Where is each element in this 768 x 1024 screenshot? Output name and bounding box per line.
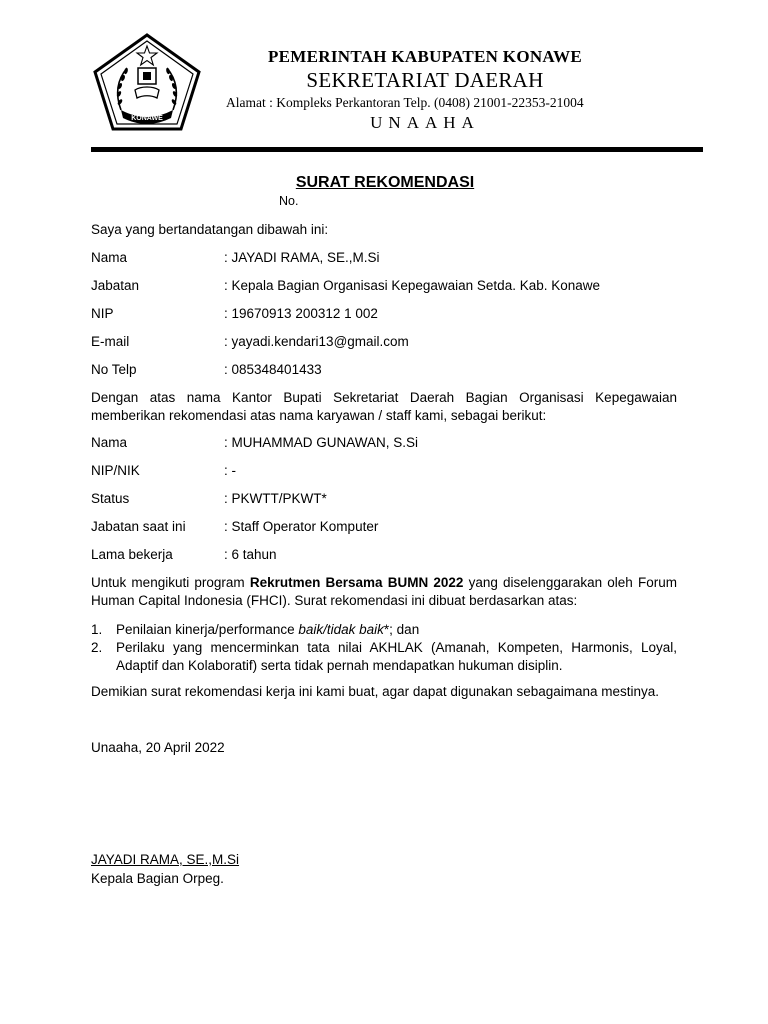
signature-title: Kepala Bagian Orpeg. <box>91 871 224 886</box>
closing-text: Demikian surat rekomendasi kerja ini kami buat, agar dapat digunakan sebagaimana mestinya. <box>91 684 660 699</box>
list-item-text-after: *; dan <box>383 622 420 637</box>
criteria-list <box>91 621 677 675</box>
letterhead-address: Alamat : Kompleks Perkantoran Telp. (0408) 21001-22353-21004 <box>226 95 584 110</box>
employee-nip-value: : - <box>224 463 236 478</box>
list-item <box>91 639 677 675</box>
signer-position-value: : Kepala Bagian Organisasi Kepegawaian Setda. Kab. Konawe <box>224 278 601 293</box>
signer-nip-value: : 19670913 200312 1 002 <box>224 306 378 321</box>
list-item <box>91 621 677 639</box>
letterhead-divider <box>91 147 703 152</box>
signer-name-value: : JAYADI RAMA, SE.,M.Si <box>224 250 380 265</box>
place-date: Unaaha, 20 April 2022 <box>91 740 225 755</box>
employee-status-value: : PKWTT/PKWT* <box>224 491 327 506</box>
signer-email-value: : yayadi.kendari13@gmail.com <box>224 334 409 349</box>
program-paragraph <box>91 574 677 610</box>
employee-position-label: Jabatan saat ini <box>91 519 186 534</box>
list-item-text <box>116 621 677 639</box>
signer-phone-value: : 085348401433 <box>224 362 322 377</box>
employee-position-value: : Staff Operator Komputer <box>224 519 379 534</box>
letterhead-government: PEMERINTAH KABUPATEN KONAWE <box>267 47 583 66</box>
letter-number: No. <box>279 194 299 208</box>
signer-position-label: Jabatan <box>91 278 140 293</box>
list-item-text: Perilaku yang mencerminkan tata nilai AKHLAK (Amanah, Kompeten, Harmonis, Loyal, Adaptif dan Kolaboratif) serta tidak pernah mendapatkan hukuman disiplin. <box>116 640 677 673</box>
employee-status-label: Status <box>91 491 130 506</box>
signer-email-label: E-mail <box>91 334 130 349</box>
signer-nip-label: NIP <box>91 306 114 321</box>
logo-ribbon-text: KONAWE <box>131 115 163 122</box>
signer-phone-label: No Telp <box>91 362 137 377</box>
letterhead-secretariat: SEKRETARIAT DAERAH <box>306 68 544 92</box>
list-item-number: 2. <box>91 640 103 655</box>
employee-tenure-value: : 6 tahun <box>224 547 277 562</box>
konawe-coat-of-arms-logo <box>91 32 203 132</box>
letter-title: SURAT REKOMENDASI <box>295 174 475 191</box>
employee-tenure-label: Lama bekerja <box>91 547 173 562</box>
recommendation-paragraph: Dengan atas nama Kantor Bupati Sekretariat Daerah Bagian Organisasi Kepegawaian memberikan rekomendasi atas nama karyawan / staff kami, sebagai berikut: <box>91 390 677 423</box>
employee-name-label: Nama <box>91 435 128 450</box>
program-text-before: Untuk mengikuti program <box>91 575 250 590</box>
list-item-text-before: Penilaian kinerja/performance <box>116 622 299 637</box>
signature-name: JAYADI RAMA, SE.,M.Si <box>91 852 240 867</box>
intro-text: Saya yang bertandatangan dibawah ini: <box>91 222 329 237</box>
signer-name-label: Nama <box>91 250 128 265</box>
program-text-after: yang diselenggarakan oleh Forum Human Capital Indonesia (FHCI). Surat rekomendasi ini dibuat berdasarkan atas: <box>91 575 677 608</box>
list-item-text-italic: baik/tidak baik <box>298 622 384 637</box>
employee-name-value: : MUHAMMAD GUNAWAN, S.Si <box>224 435 419 450</box>
list-item-number: 1. <box>91 622 103 637</box>
program-name: Rekrutmen Bersama BUMN 2022 <box>249 575 464 590</box>
letterhead-city: UNAAHA <box>370 113 480 132</box>
employee-nip-label: NIP/NIK <box>91 463 140 478</box>
